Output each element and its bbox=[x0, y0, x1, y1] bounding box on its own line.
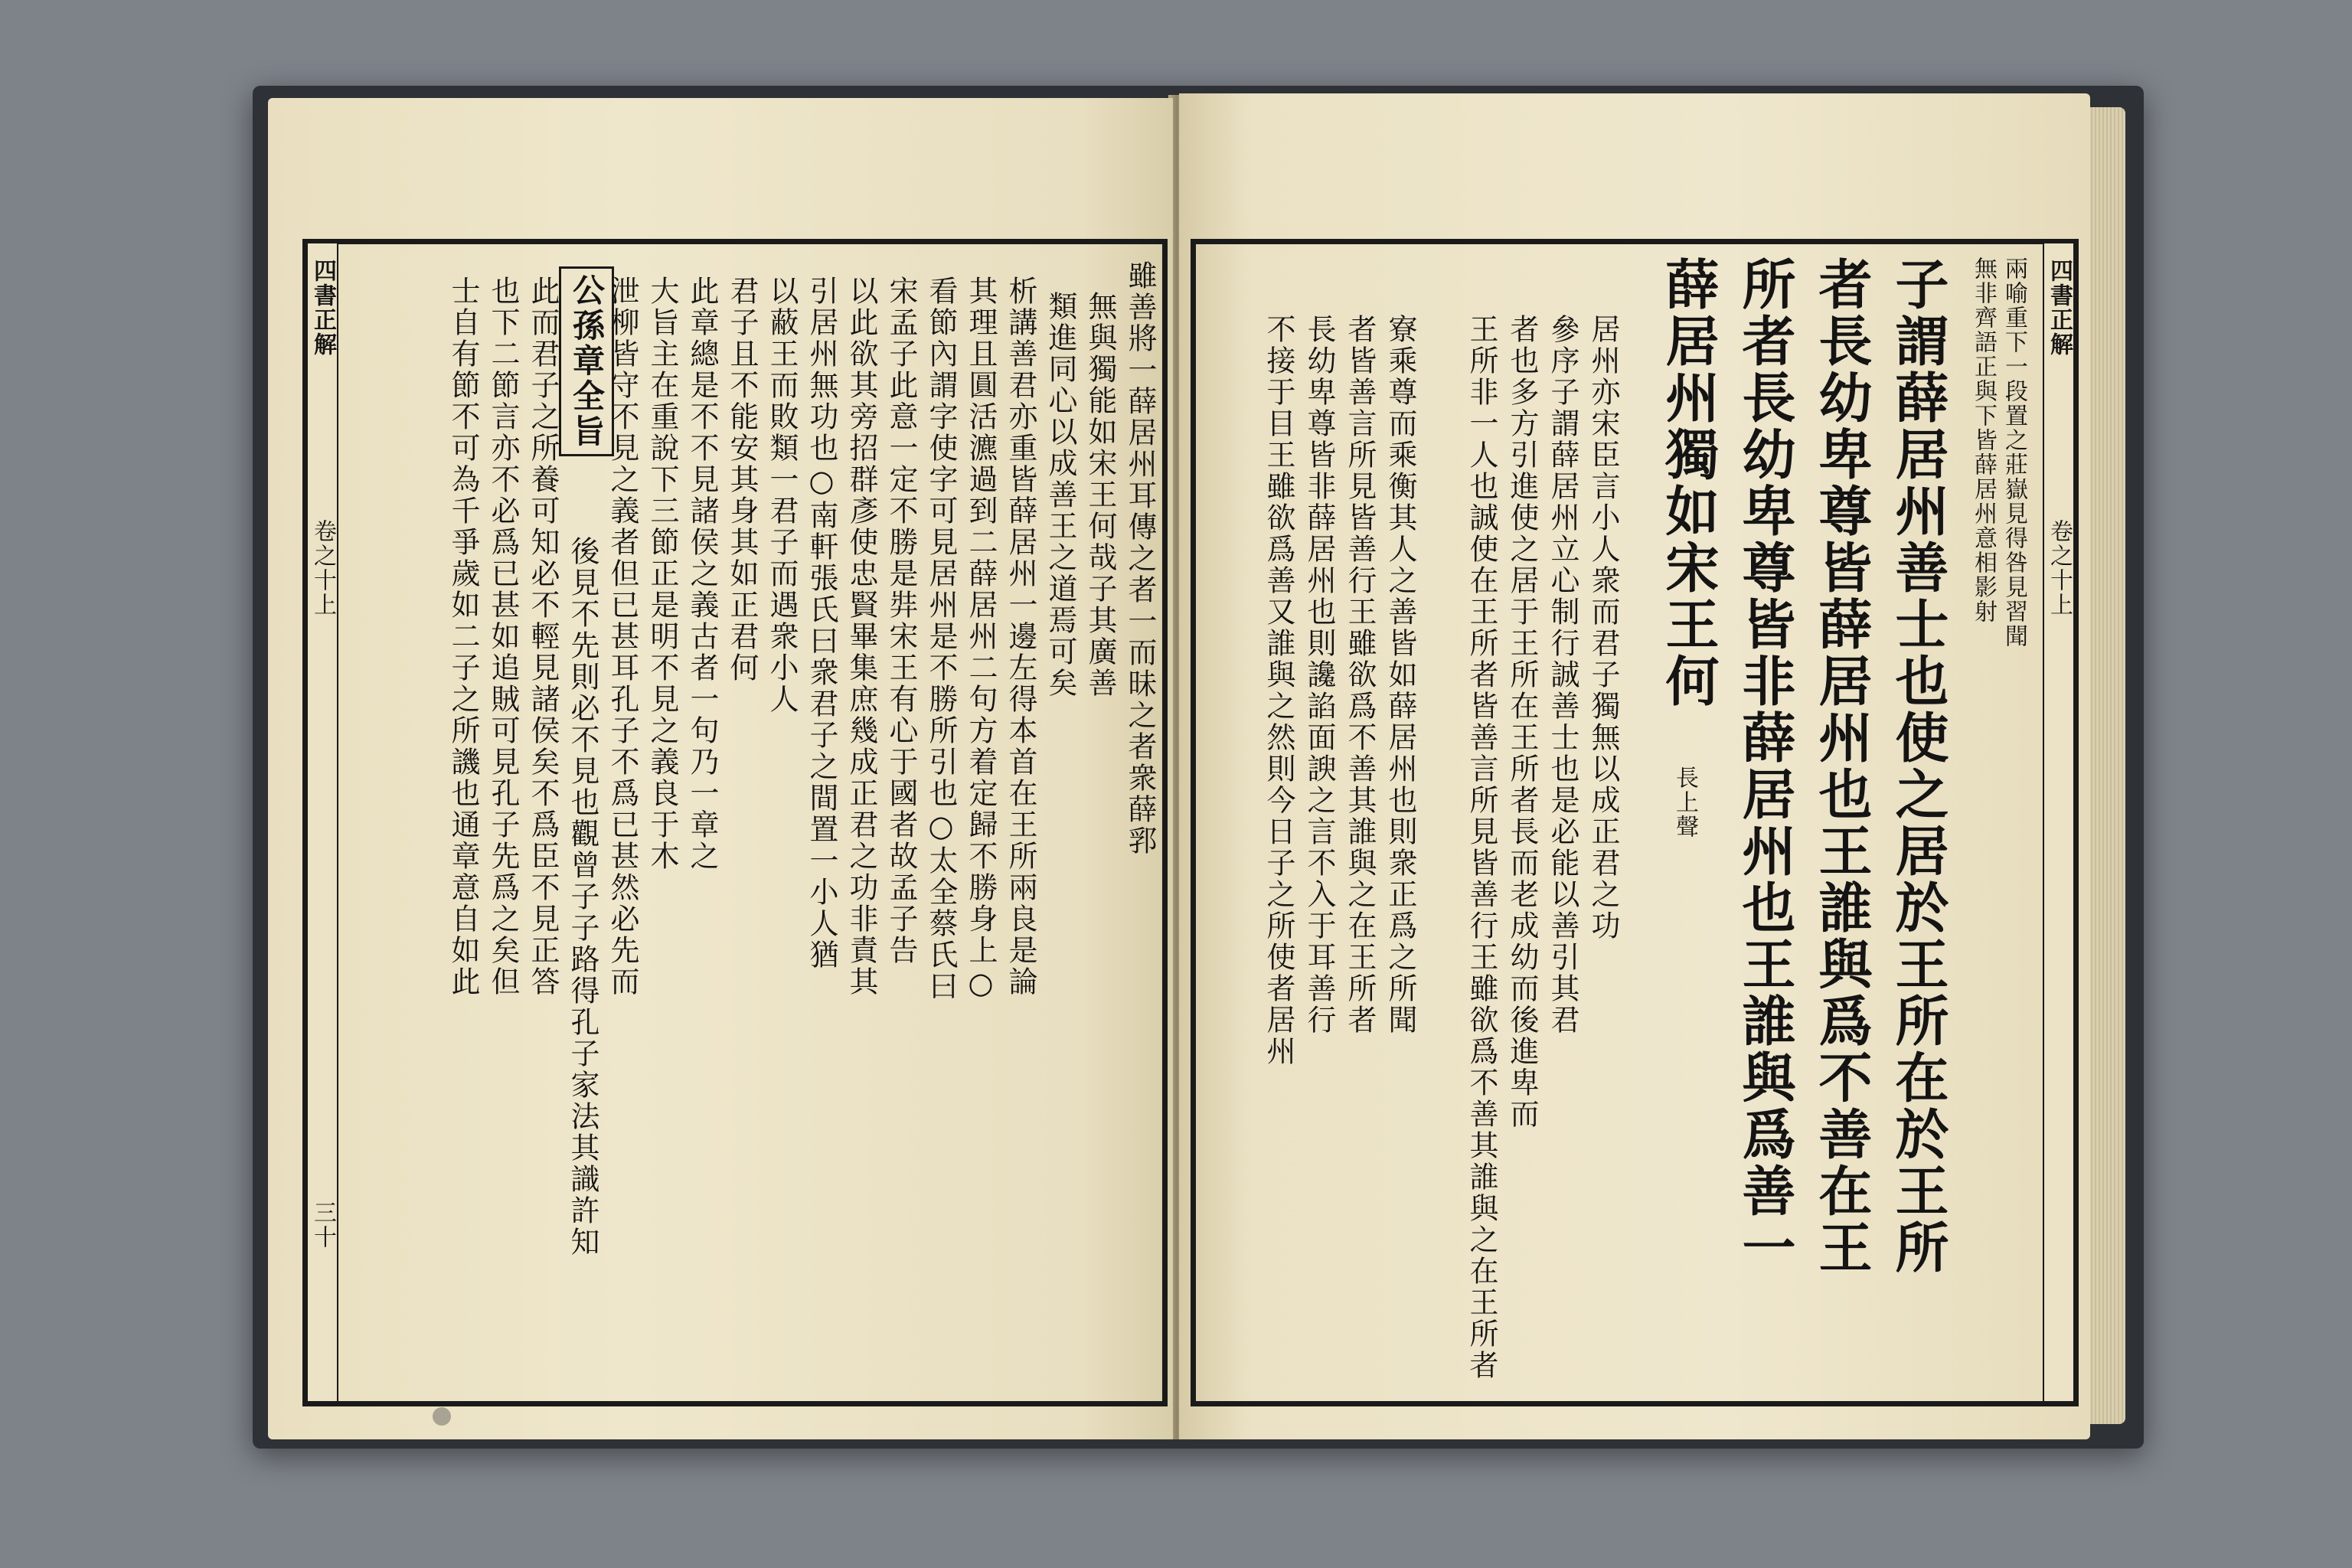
right-margin-column bbox=[2043, 243, 2075, 1401]
left-column-17: 也下二節言亦不必爲已甚如追賊可見孔子先爲之矣但 bbox=[486, 276, 520, 998]
right-commentary-2: 參序子謂薛居州立心制行誠善士也是必能以善引其君 bbox=[1546, 314, 1579, 1036]
main-text-2: 者長幼卑尊皆薛居州也王誰與爲不善在王 bbox=[1810, 256, 1873, 1276]
right-margin-title: 四書正解 bbox=[2046, 259, 2073, 357]
left-column-13: 大旨主在重說下三節正是明不見之義良于木 bbox=[645, 276, 679, 872]
right-commentary-7: 長幼卑尊皆非薛居州也則讒諂面諛之言不入于耳善行 bbox=[1302, 314, 1336, 1036]
left-column-12: 此章總是不不見諸侯之義古者一句乃一章之 bbox=[685, 276, 719, 872]
right-commentary-4: 王所非一人也誠使在王所者皆善言所見皆善行王雖欲爲不善其誰與之在王所者 bbox=[1465, 314, 1498, 1381]
left-column-18: 士自有節不可為千爭歲如二子之所譏也通章意自如此 bbox=[446, 276, 480, 998]
page-edges bbox=[2089, 107, 2125, 1424]
left-column-11: 君子且不能安其身其如正君何 bbox=[725, 276, 759, 684]
right-commentary-3: 者也多方引進使之居于王所在王所者長而老成幼而後進卑而 bbox=[1505, 314, 1539, 1130]
left-column-8: 以此欲其旁招群彥使忠賢畢集庶幾成正君之功非責其 bbox=[844, 276, 878, 998]
left-column-9: 引居州無功也○南軒張氏曰衆君子之間置一小人猶 bbox=[805, 276, 838, 971]
left-column-10: 以蔽王而敗類一君子而遇衆小人 bbox=[765, 276, 799, 715]
top-note-1: 兩喻重下一段置之莊嶽見得咎見習聞 bbox=[2001, 256, 2027, 648]
main-text-1: 子謂薛居州善士也使之居於王所在於王所 bbox=[1886, 256, 1950, 1276]
section-heading: 公孫章全旨 bbox=[559, 266, 614, 456]
right-commentary-5: 寮乘尊而乘衡其人之善皆如薛居州也則衆正爲之所聞 bbox=[1383, 314, 1417, 1036]
left-margin-column bbox=[306, 243, 338, 1401]
top-note-2: 無非齊語正與下皆薛居州意相影射 bbox=[1970, 256, 1997, 624]
left-column-15: 後見不先則必不見也觀曾子子路得孔子家法其識許知 bbox=[566, 536, 599, 1258]
ink-blot bbox=[433, 1407, 451, 1426]
right-commentary-1: 居州亦宋臣言小人衆而君子獨無以成正君之功 bbox=[1586, 314, 1620, 942]
left-column-16: 此而君子之所養可知必不輕見諸侯矣不爲臣不見正答 bbox=[526, 276, 560, 998]
right-commentary-6: 者皆善言所見皆善行王雖欲爲不善其誰與之在王所者 bbox=[1343, 314, 1377, 1036]
left-column-6: 看節內謂字使字可見居州是不勝所引也○太全蔡氏曰 bbox=[924, 276, 958, 1002]
right-commentary-8: 不接于目王雖欲爲善又誰與之然則今日子之所使者居州 bbox=[1262, 314, 1295, 1067]
left-column-5: 其理且圓活瀌過到二薛居州二句方着定歸不勝身上○ bbox=[964, 276, 998, 1002]
left-column-7: 宋孟子此意一定不勝是弉宋王有心于國者故孟子告 bbox=[884, 276, 918, 966]
left-margin-volume: 卷之十上 bbox=[309, 519, 336, 617]
left-column-2: 無與獨能如宋王何哉子其廣善 bbox=[1083, 291, 1117, 699]
left-column-14: 泄柳皆守不見之義者但已甚耳孔子不爲已甚然必先而 bbox=[606, 276, 639, 998]
left-column-4: 析講善君亦重皆薛居州一邊左得本首在王所兩良是論 bbox=[1004, 276, 1037, 998]
main-text-3: 所者長幼卑尊皆非薛居州也王誰與爲善一 bbox=[1733, 256, 1797, 1276]
left-column-1: 雖善將一薛居州耳傳之者一而昧之者衆薛郛 bbox=[1123, 260, 1157, 857]
main-text-4: 薛居州獨如宋王何 bbox=[1657, 256, 1720, 710]
left-column-3: 類進同心以成善王之道焉可矣 bbox=[1044, 291, 1077, 699]
main-annotation: 長上聲 bbox=[1671, 766, 1698, 839]
right-margin-volume: 卷之十上 bbox=[2046, 519, 2073, 617]
left-margin-title: 四書正解 bbox=[309, 259, 336, 357]
left-margin-folio: 三十 bbox=[309, 1200, 336, 1250]
